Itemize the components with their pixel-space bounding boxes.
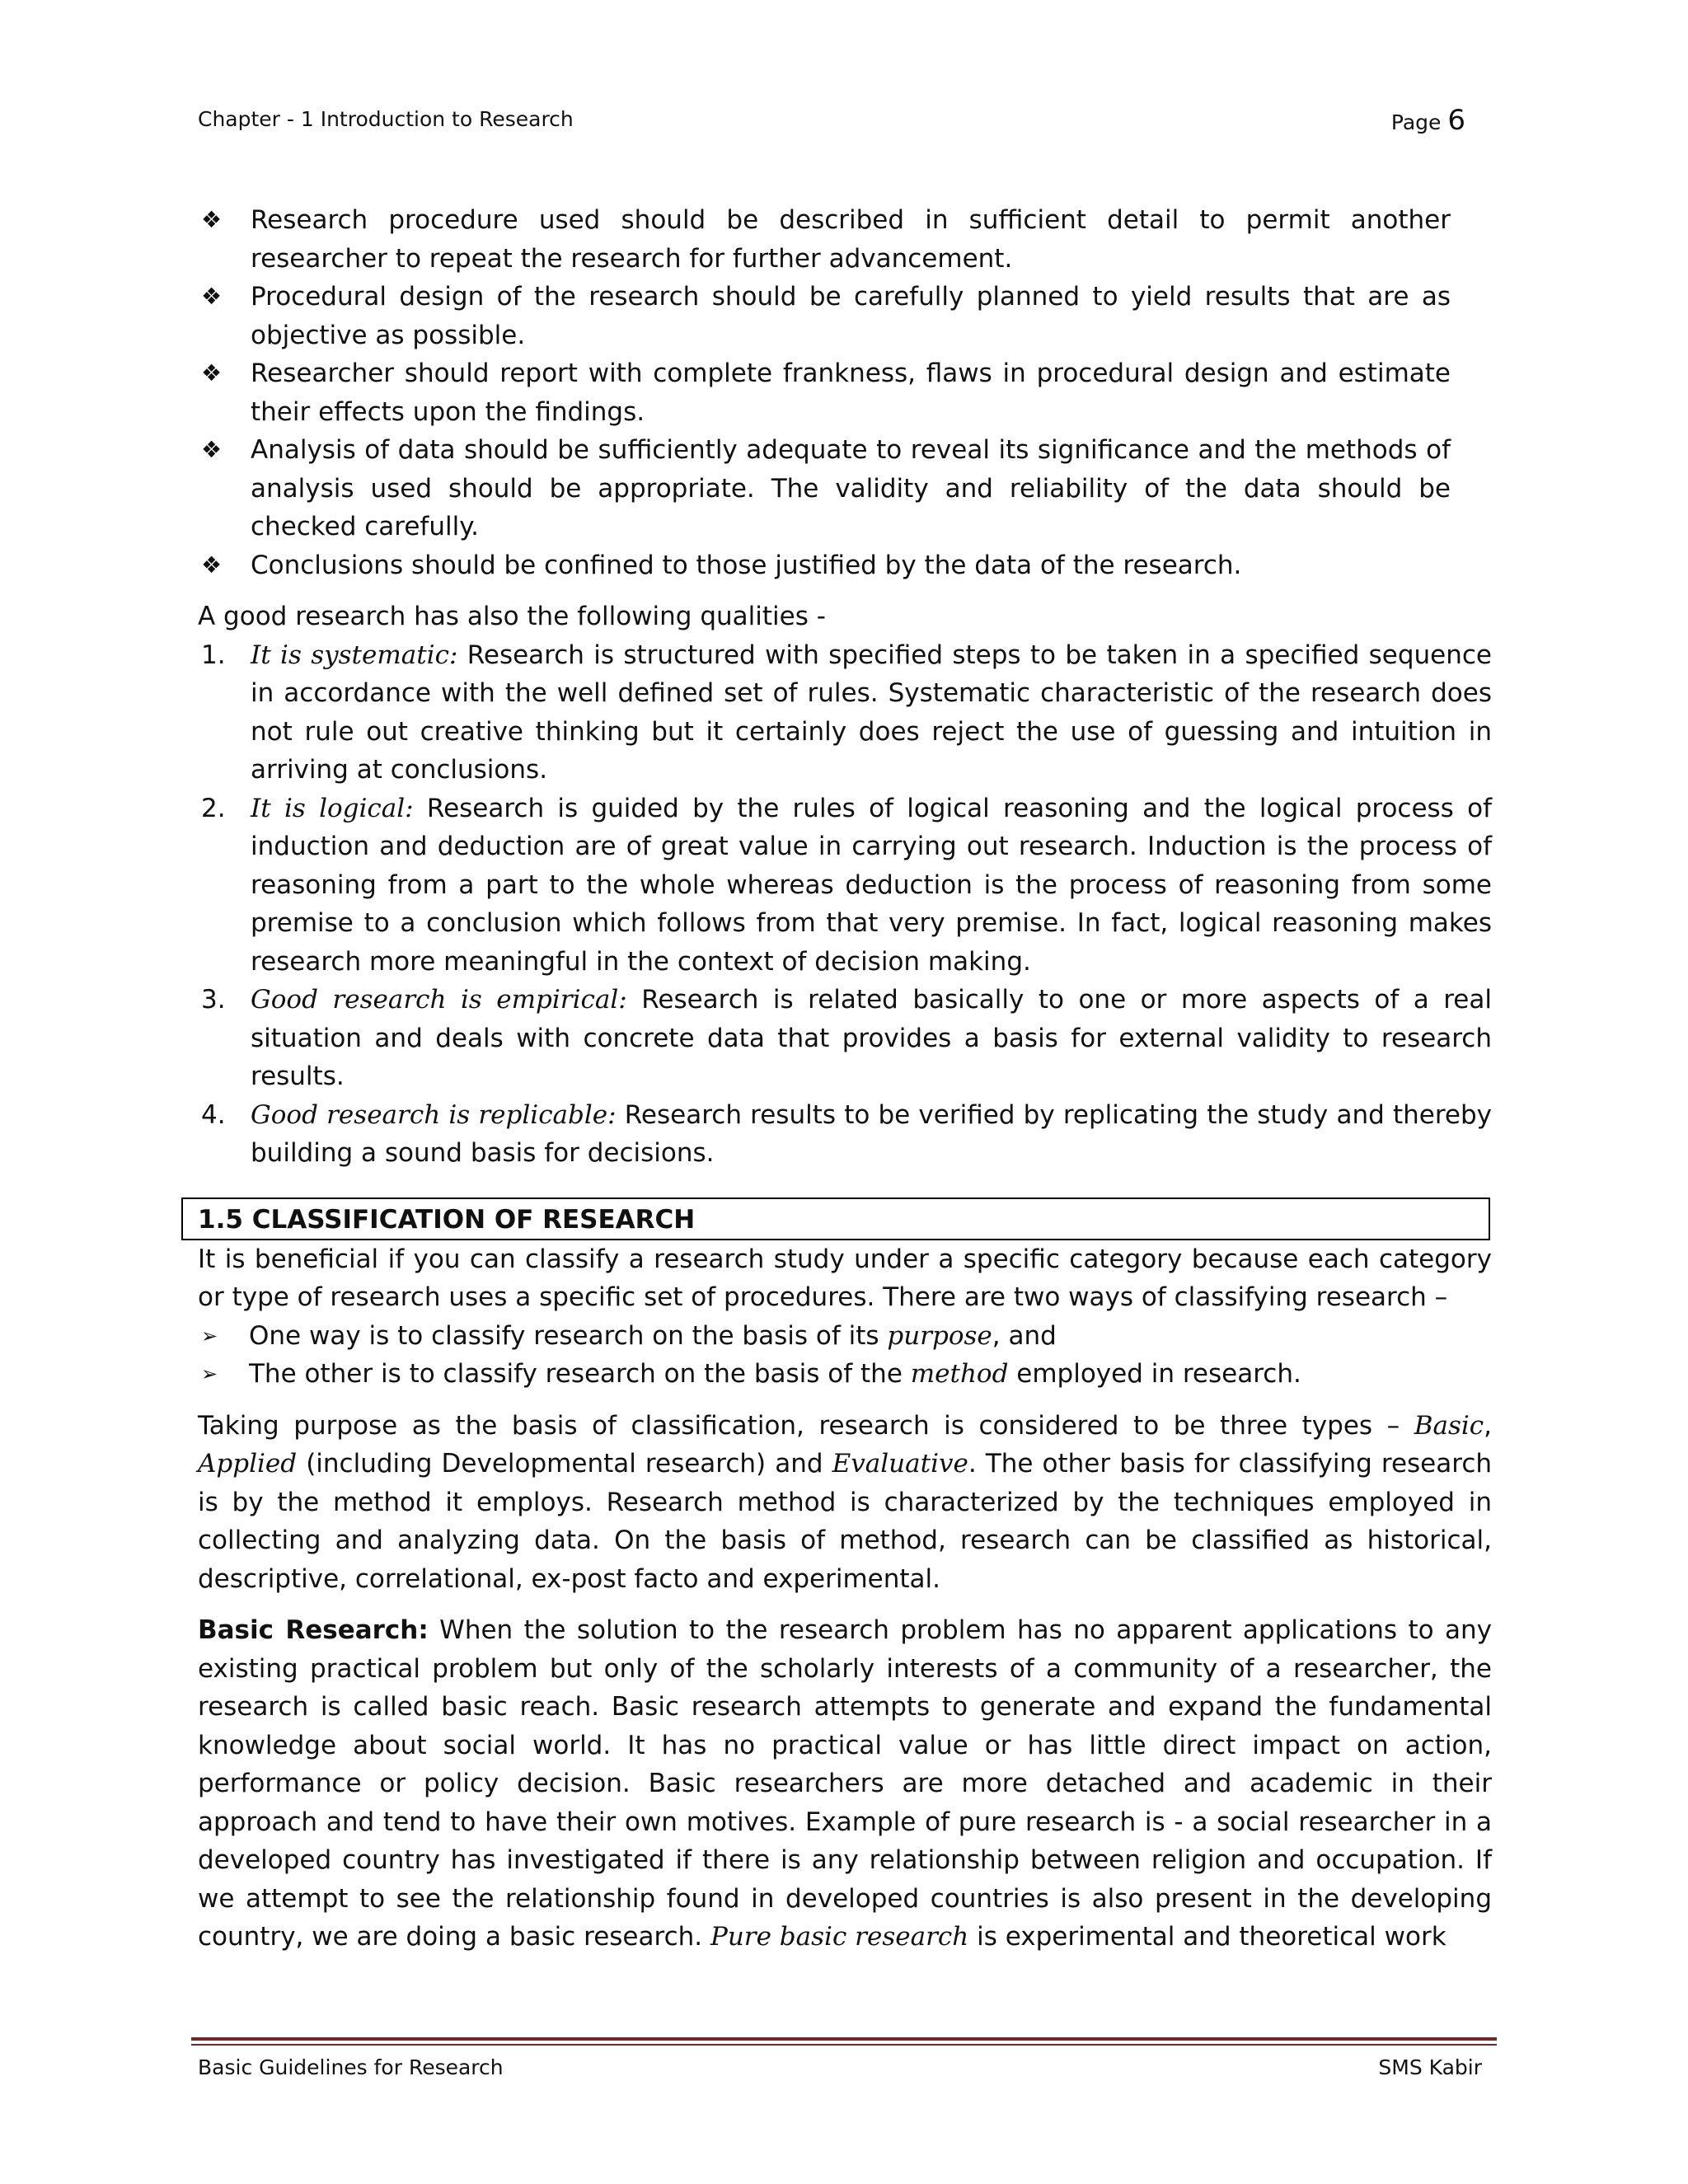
list-item bbox=[198, 354, 1451, 431]
page-header bbox=[198, 104, 1465, 140]
paragraph-text: (including Developmental research) and bbox=[297, 1449, 832, 1479]
list-item bbox=[198, 278, 1451, 354]
page-footer bbox=[198, 2055, 1482, 2088]
item-number: 3. bbox=[201, 985, 226, 1015]
list-item bbox=[198, 546, 1451, 585]
way-text: One way is to classify research on the basis of its bbox=[249, 1320, 888, 1351]
way-text-end: , and bbox=[992, 1320, 1057, 1351]
footer-author: SMS Kabir bbox=[1378, 2055, 1482, 2079]
diamond-bullet-icon: ❖ bbox=[201, 551, 223, 579]
page-number bbox=[1391, 104, 1465, 137]
quality-title: Good research is replicable: bbox=[251, 1099, 617, 1130]
diamond-bullet-icon: ❖ bbox=[201, 359, 223, 387]
section-heading: 1.5 CLASSIFICATION OF RESEARCH bbox=[181, 1197, 1490, 1240]
list-item-text: Procedural design of the research should be carefully planned to yield results that are as objective as possible. bbox=[251, 282, 1451, 350]
basic-research-paragraph bbox=[198, 1611, 1492, 1957]
way-emphasis: purpose bbox=[887, 1320, 992, 1351]
list-item bbox=[198, 1317, 1492, 1356]
paragraph-text: . The other basis for classifying research is by the method it employs. Research method is characterized by the techniques employed in collecting and analyzing data. On the basis of method, research can be classified as historical, descriptive, correlational, ex-post facto and experimental. bbox=[198, 1449, 1493, 1594]
list-item bbox=[198, 431, 1451, 546]
quality-item bbox=[198, 981, 1492, 1096]
list-item-text: Research procedure used should be described in sufficient detail to permit another researcher to repeat the research for further advancement. bbox=[251, 205, 1451, 274]
paragraph-text: , bbox=[1484, 1410, 1492, 1441]
qualities-intro: A good research has also the following qualities - bbox=[198, 602, 826, 631]
quality-text: Research is structured with specified steps to be taken in a specified sequence in accordance with the well defined set of rules. Systematic characteristic of the research does not rule out creative thinking but it certainly does reject the use of guessing and intuition in arriving at conclusions. bbox=[251, 640, 1492, 785]
classification-intro: It is beneficial if you can classify a research study under a specific category because each category or type of research uses a specific set of procedures. There are two ways of classifying research – bbox=[198, 1244, 1492, 1312]
term-pure-basic-research: Pure basic research bbox=[710, 1922, 969, 1952]
term-evaluative: Evaluative bbox=[832, 1449, 968, 1479]
basic-research-label: Basic Research: bbox=[198, 1615, 429, 1645]
classification-ways-list bbox=[198, 1317, 1492, 1394]
list-item bbox=[198, 201, 1451, 278]
guideline-list bbox=[198, 201, 1451, 584]
quality-title: It is logical: bbox=[251, 793, 414, 823]
list-item-text: Researcher should report with complete frankness, flaws in procedural design and estimate their effects upon the findings. bbox=[251, 359, 1451, 427]
item-number: 4. bbox=[201, 1099, 226, 1130]
arrow-bullet-icon: ➢ bbox=[201, 1324, 218, 1347]
paragraph-text: Taking purpose as the basis of classification, research is considered to be three types – bbox=[198, 1410, 1414, 1441]
item-number: 2. bbox=[201, 793, 226, 823]
quality-text: Research results to be verified by replicating the study and thereby building a sound basis for decisions. bbox=[251, 1099, 1492, 1168]
term-basic: Basic bbox=[1414, 1410, 1484, 1441]
diamond-bullet-icon: ❖ bbox=[201, 206, 223, 233]
quality-item bbox=[198, 1096, 1492, 1173]
qualities-list bbox=[198, 636, 1492, 1173]
term-applied: Applied bbox=[198, 1449, 298, 1479]
page-label: Page bbox=[1390, 110, 1442, 134]
footer-divider bbox=[191, 2037, 1497, 2046]
purpose-paragraph bbox=[198, 1407, 1492, 1599]
paragraph-text: When the solution to the research problem has no apparent applications to any existing practical problem but only of the scholarly interests of a community of a researcher, the research is called basic reach. Basic research attempts to generate and expand the fundamental knowledge about social world. It has no practical value or has little direct impact on action, performance or policy decision. Basic researchers are more detached and academic in their approach and tend to have their own motives. Example of pure research is - a social researcher in a developed country has investigated if there is any relationship between religion and occupation. If we attempt to see the relationship found in developed countries is also present in the developing country, we are doing a basic research. bbox=[198, 1615, 1492, 1952]
diamond-bullet-icon: ❖ bbox=[201, 283, 223, 310]
way-emphasis: method bbox=[910, 1359, 1009, 1389]
list-item bbox=[198, 1355, 1492, 1394]
item-number: 1. bbox=[201, 640, 226, 670]
page-number-value: 6 bbox=[1447, 104, 1465, 137]
list-item-text: Conclusions should be confined to those justified by the data of the research. bbox=[251, 550, 1242, 580]
quality-text: Research is guided by the rules of logical reasoning and the logical process of induction and deduction are of great value in carrying out research. Induction is the process of reasoning from a part to the whole whereas deduction is the process of reasoning from some premise to a conclusion which follows from that very premise. In fact, logical reasoning makes research more meaningful in the context of decision making. bbox=[251, 793, 1492, 977]
quality-title: It is systematic: bbox=[251, 640, 458, 670]
quality-text: Research is related basically to one or more aspects of a real situation and deals with concrete data that provides a basis for external validity to research results. bbox=[251, 985, 1492, 1091]
page-content bbox=[198, 201, 1492, 1957]
way-text: The other is to classify research on the basis of the bbox=[249, 1359, 911, 1389]
paragraph-text-end: is experimental and theoretical work bbox=[968, 1922, 1447, 1952]
quality-item bbox=[198, 790, 1492, 982]
arrow-bullet-icon: ➢ bbox=[201, 1362, 218, 1385]
chapter-title: Chapter - 1 Introduction to Research bbox=[198, 107, 574, 131]
diamond-bullet-icon: ❖ bbox=[201, 436, 223, 463]
footer-title: Basic Guidelines for Research bbox=[198, 2055, 504, 2079]
quality-title: Good research is empirical: bbox=[251, 985, 627, 1015]
list-item-text: Analysis of data should be sufficiently adequate to reveal its significance and the methods of analysis used should be appropriate. The validity and reliability of the data should be checked carefully. bbox=[251, 435, 1451, 541]
way-text-end: employed in research. bbox=[1008, 1359, 1301, 1389]
quality-item bbox=[198, 636, 1492, 790]
